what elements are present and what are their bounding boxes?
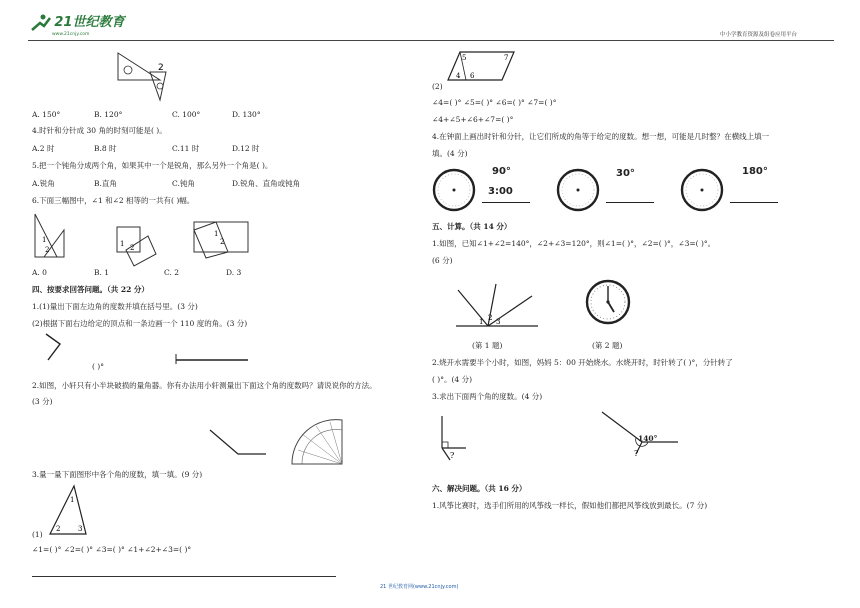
q5-text: 5.把一个钝角分成两个角，如果其中一个是锐角，那么另外一个角是( )。: [32, 161, 273, 170]
svg-text:6: 6: [470, 72, 475, 80]
q6-option-a: A. 0: [32, 268, 47, 277]
s5-q2: 2.烧开水需要半个小时，如图，妈妈 5：00 开始烧水。水烧开时，时针转了( )°，分针转了: [432, 358, 733, 367]
s5-q3: 3.求出下面两个角的度数。(4 分): [432, 392, 543, 401]
q3-option-c: C. 100°: [172, 110, 201, 119]
q6-figure-3: [190, 218, 260, 263]
fig-digit: 2: [158, 63, 164, 73]
broken-protractor-figure: [206, 414, 346, 474]
triangles-figure: [110, 50, 170, 105]
q3-label-2: (2): [432, 82, 443, 91]
clock-2-angle-label: 30°: [616, 168, 635, 179]
svg-text:?: ?: [450, 451, 455, 460]
clock-face-2-icon: [556, 168, 600, 212]
q3-option-a: A. 150°: [32, 110, 61, 119]
section-6-title: 六、解决问题。（共 16 分）: [432, 484, 527, 493]
logo-text: 21世纪教育: [54, 15, 125, 30]
q6-text: 6.下面三幅图中，∠1 和∠2 相等的一共有( )幅。: [32, 196, 195, 205]
svg-text:7: 7: [504, 54, 509, 62]
s4-q3-fill: ∠1=( )° ∠2=( )° ∠3=( )° ∠1+∠2+∠3=( )°: [32, 545, 192, 554]
q4-option-d: D.12 时: [232, 144, 260, 153]
svg-text:?: ?: [634, 449, 639, 458]
measure-angle-figure: [38, 330, 68, 366]
section-4-title: 四、按要求回答问题。（共 22 分）: [32, 285, 149, 294]
right-angle-unknown-figure: [430, 412, 470, 462]
header-rule: [28, 40, 834, 41]
header-logo: [30, 14, 124, 34]
q3-fill-2b: ∠4+∠5+∠6+∠7=( )°: [432, 115, 514, 124]
rays-figure: [452, 282, 542, 332]
q3-option-d: D. 130°: [232, 110, 261, 119]
clock-five-oclock-icon: [584, 278, 632, 326]
svg-text:3: 3: [78, 525, 83, 533]
q5-option-a: A.锐角: [32, 179, 55, 188]
clock-face-1-icon: [432, 168, 476, 212]
q5-option-d: D.锐角、直角或钝角: [232, 179, 301, 188]
svg-text:2: 2: [130, 244, 135, 252]
parallelogram-figure: [446, 48, 518, 84]
q4-option-a: A.2 时: [32, 144, 55, 153]
svg-text:5: 5: [462, 54, 467, 62]
s5-caption-1: (第 1 题): [472, 341, 503, 350]
q4-option-b: B.8 时: [94, 144, 117, 153]
left-bottom-rule: [32, 576, 336, 577]
logo-url: www.21cnjy.com: [52, 32, 90, 37]
svg-text:2: 2: [45, 246, 50, 254]
section-5-title: 五、计算。（共 14 分）: [432, 222, 512, 231]
q3-fill-2a: ∠4=( )° ∠5=( )° ∠6=( )° ∠7=( )°: [432, 98, 557, 107]
svg-text:2: 2: [56, 525, 61, 533]
svg-text:1: 1: [42, 236, 47, 244]
r-q4-text: 4.在钟面上画出时针和分针，让它们所成的角等于给定的度数。想一想，可能是几时整？在横线上填一: [432, 132, 770, 141]
q4-text: 4.时针和分针成 30 角的时刻可能是( )。: [32, 126, 167, 135]
r-q4-text2: 填。(4 分): [432, 149, 468, 158]
svg-text:1: 1: [120, 240, 125, 248]
angle-140-label: 140°: [638, 434, 658, 443]
clock-2-answer-line: [606, 202, 654, 203]
svg-text:4: 4: [456, 72, 461, 80]
s4-q1-blank: ( )°: [92, 362, 104, 371]
svg-text:2: 2: [220, 238, 225, 246]
svg-text:3: 3: [496, 318, 501, 326]
triangle-123-figure: [44, 482, 94, 542]
ray-with-vertex: [172, 354, 252, 366]
s5-caption-2: (第 2 题): [592, 341, 623, 350]
svg-text:1: 1: [70, 496, 75, 504]
s4-q2: 2.如图，小轩只有小半块破损的量角器。你有办法用小轩测量出下面这个角的度数吗？请说说你的方法。: [32, 381, 377, 390]
clock-3-angle-label: 180°: [742, 166, 768, 177]
q6-option-c: C. 2: [164, 268, 180, 277]
q6-option-d: D. 3: [226, 268, 242, 277]
clock-face-3-icon: [680, 168, 724, 212]
s4-q3: 3.量一量下面图形中各个角的度数，填一填。(9 分): [32, 470, 203, 479]
s4-q1b: (2)根据下面右边给定的顶点和一条边画一个 110 度的角。(3 分): [32, 319, 248, 328]
s6-q1: 1.风筝比赛时，选手们所用的风筝线一样长，假如他们都把风筝线放到最长。(7 分): [432, 501, 708, 510]
clock-1-time-label: 3:00: [488, 186, 513, 197]
clock-1-answer-line: [482, 202, 530, 203]
svg-text:1: 1: [479, 318, 484, 326]
q6-figure-2: [112, 222, 162, 272]
clock-1-angle-label: 90°: [492, 166, 511, 177]
svg-text:1: 1: [214, 230, 219, 238]
s4-q2-score: (3 分): [32, 397, 53, 406]
q5-option-b: B.直角: [94, 179, 117, 188]
runner-logo-icon: [30, 14, 52, 34]
s5-q1-score: (6 分): [432, 256, 453, 265]
q6-option-b: B. 1: [94, 268, 110, 277]
q4-option-c: C.11 时: [172, 144, 200, 153]
q6-figure-1: [32, 212, 72, 262]
s5-q2b: ( )°。(4 分): [432, 375, 472, 384]
q5-option-c: C.钝角: [172, 179, 195, 188]
s4-q1a: 1.(1)量出下面左边角的度数并填在括号里。(3 分): [32, 302, 198, 311]
s5-q1: 1.如图，已知∠1+∠2=140°，∠2+∠3=120°，则∠1=( )°，∠2=( )°，∠3=( )°。: [432, 239, 716, 248]
q3-option-b: B. 120°: [94, 110, 123, 119]
svg-text:2: 2: [488, 314, 493, 322]
s4-q3-label: (1): [32, 530, 43, 539]
clock-3-answer-line: [730, 202, 778, 203]
footer-text[interactable]: 21 世纪教育网(www.21cnjy.com): [380, 584, 459, 590]
header-right-text: 中小学教育资源及组卷应用平台: [720, 32, 798, 38]
